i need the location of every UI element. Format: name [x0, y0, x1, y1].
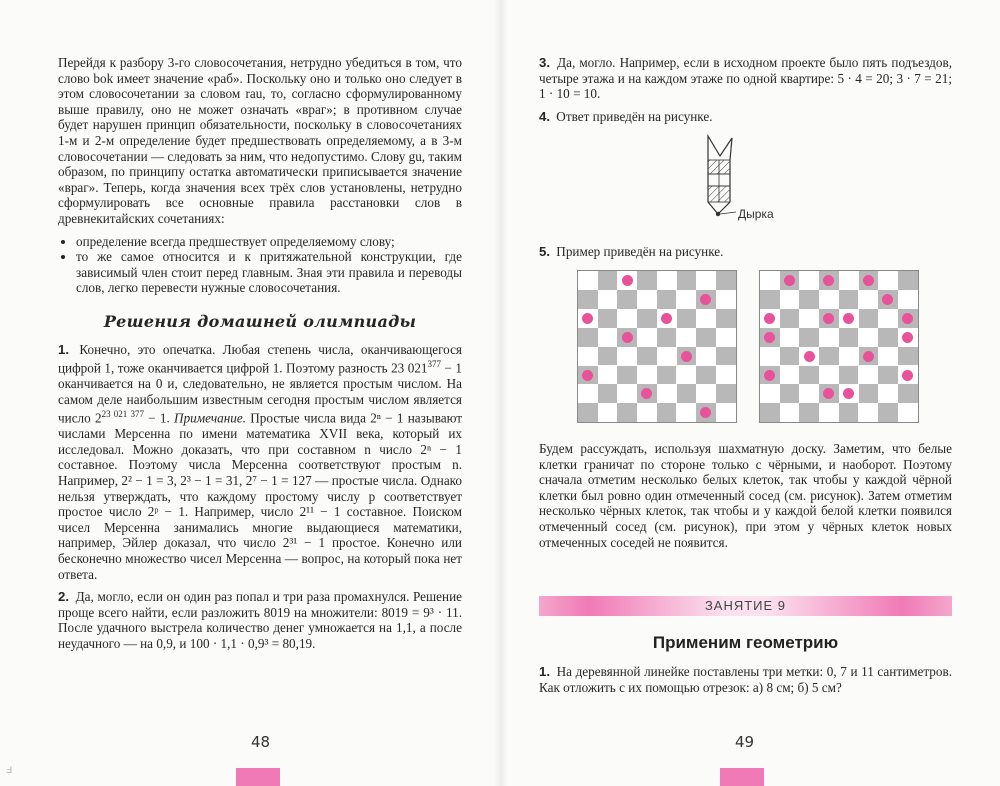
- intro-paragraph: Перейдя к разбору 3-го словосочетания, нетрудно убедиться в том, что слово bok имеет значение «раб». Поскольку оно и только оно следует в этом словосочетании за словом rau, то, согласно сформулированному выше правилу, оно не может означать «враг»; в противном случае будет нарушен принцип обязательности, поскольку в словосочетаниях 1-м и 2-м определение будет предшествовать определяемому, а в 3-м словосочетании — следовать за ним, что недопустимо. Слову gu, таким образом, по принципу остатка автоматически приписывается значение «враг». Теперь, когда значения всех трёх слов установлены, нетрудно сформулировать все основные правила расстановки слов в древнекитайских сочетаниях:: [58, 55, 462, 226]
- board-left-cell: [578, 403, 598, 422]
- board-left-cell: [637, 384, 657, 403]
- marked-cell-dot: [700, 294, 711, 305]
- board-right-cell: [780, 366, 800, 385]
- board-right-cell: [760, 290, 780, 309]
- board-left-cell: [716, 366, 736, 385]
- board-right-cell: [839, 309, 859, 328]
- board-right-cell: [859, 309, 879, 328]
- solution-5-number: 5.: [539, 244, 550, 259]
- board-left-cell: [598, 290, 618, 309]
- marked-cell-dot: [882, 294, 893, 305]
- solution-3: [539, 55, 952, 102]
- board-left-cell: [716, 309, 736, 328]
- board-right-cell: [898, 290, 918, 309]
- solution-4: [539, 109, 952, 125]
- marked-cell-dot: [582, 313, 593, 324]
- board-left-cell: [598, 403, 618, 422]
- board-left-cell: [617, 290, 637, 309]
- marked-cell-dot: [764, 370, 775, 381]
- board-left-cell: [637, 328, 657, 347]
- board-left-cell: [696, 328, 716, 347]
- board-right-cell: [819, 403, 839, 422]
- board-right-cell: [859, 403, 879, 422]
- marked-cell-dot: [823, 313, 834, 324]
- board-right-cell: [859, 290, 879, 309]
- board-right-cell: [898, 328, 918, 347]
- marked-cell-dot: [843, 388, 854, 399]
- right-page-solution-5: [539, 244, 952, 267]
- page-gutter: [494, 0, 508, 786]
- board-right-cell: [859, 384, 879, 403]
- board-right-cell: [780, 271, 800, 290]
- board-right-cell: [859, 328, 879, 347]
- board-right-cell: [878, 271, 898, 290]
- solution-1-text-a: Конечно, это опечатка. Любая степень числа, оканчивающегося цифрой 1, тоже оканчивается цифрой 1. Поэтому разность 23 021: [58, 341, 463, 376]
- solution-5-text: Пример приведён на рисунке.: [556, 244, 724, 259]
- board-left-cell: [677, 328, 697, 347]
- board-left-cell: [716, 403, 736, 422]
- board-right-cell: [799, 290, 819, 309]
- board-left-cell: [578, 384, 598, 403]
- board-left-cell: [637, 271, 657, 290]
- lesson-title: Применим геометрию: [652, 633, 839, 652]
- board-right-cell: [878, 347, 898, 366]
- board-left-cell: [578, 271, 598, 290]
- board-left-cell: [677, 384, 697, 403]
- board-left-cell: [657, 366, 677, 385]
- marked-cell-dot: [641, 388, 652, 399]
- solution-2-text: Да, могло, если он один раз попал и три раза промахнулся. Решение проще всего найти, если разложить 8019 на множители: 8019 = 9³ · 11. После удачного выстрела количество денег умножается на 1,1, а после неудачного — на 0,9, и 100 · 1,1 · 0,9³ = 80,19.: [58, 589, 462, 651]
- solution-1-exponent-b: 23 021 377: [101, 409, 144, 420]
- board-right-cell: [859, 347, 879, 366]
- page-number-left: 48: [251, 733, 271, 751]
- board-right-cell: [780, 403, 800, 422]
- board-right-cell: [839, 384, 859, 403]
- board-right-cell: [878, 403, 898, 422]
- board-right-cell: [819, 347, 839, 366]
- board-right-cell: [780, 309, 800, 328]
- marked-cell-dot: [700, 407, 711, 418]
- board-left-cell: [657, 403, 677, 422]
- rule-item-1: • определение всегда предшествует определяемому слову;: [76, 234, 462, 250]
- board-right-cell: [839, 271, 859, 290]
- chessboard-right: [759, 270, 919, 423]
- board-left-cell: [617, 347, 637, 366]
- board-right-cell: [780, 290, 800, 309]
- board-left-cell: [598, 347, 618, 366]
- marked-cell-dot: [902, 370, 913, 381]
- board-left-cell: [617, 403, 637, 422]
- board-left-cell: [677, 290, 697, 309]
- board-left-cell: [657, 271, 677, 290]
- board-right-cell: [799, 309, 819, 328]
- board-left-cell: [696, 384, 716, 403]
- board-right-cell: [898, 271, 918, 290]
- marked-cell-dot: [863, 351, 874, 362]
- solution-3-number: 3.: [539, 55, 550, 70]
- board-left-cell: [598, 384, 618, 403]
- hole-label: Дырка: [738, 207, 774, 221]
- board-left-cell: [657, 347, 677, 366]
- board-left-cell: [637, 403, 657, 422]
- board-right-cell: [760, 366, 780, 385]
- board-right-cell: [760, 384, 780, 403]
- page-tab-left: [236, 768, 280, 786]
- marked-cell-dot: [661, 313, 672, 324]
- board-right-cell: [819, 328, 839, 347]
- board-right-cell: [819, 290, 839, 309]
- marked-cell-dot: [804, 351, 815, 362]
- section-title: Решения домашней олимпиады: [103, 311, 417, 331]
- board-right-cell: [780, 328, 800, 347]
- board-right-cell: [819, 309, 839, 328]
- board-left-cell: [696, 290, 716, 309]
- solution-1-exponent-a: 377: [427, 359, 442, 370]
- board-left-cell: [677, 347, 697, 366]
- board-left-cell: [716, 347, 736, 366]
- board-right-cell: [878, 309, 898, 328]
- solution-1-number: 1.: [58, 341, 69, 357]
- marked-cell-dot: [582, 370, 593, 381]
- board-right-cell: [760, 347, 780, 366]
- reasoning-text: Будем рассуждать, используя шахматную доску. Заметим, что белые клетки граничат по стороне только с чёрными, и наоборот. Поэтому сначала отметим несколько белых клеток, так чтобы у каждой чёрной клетки был ровно один отмеченный сосед (см. рисунок). Затем отметим несколько чёрных клеток, так чтобы и у каждой белой клетки появился отмеченный сосед (см. рисунок), при этом у чёрных клеток новых отмеченных соседей не появится.: [539, 441, 952, 550]
- board-left-cell: [617, 271, 637, 290]
- solution-4-text: Ответ приведён на рисунке.: [556, 108, 713, 124]
- board-left-cell: [677, 309, 697, 328]
- solution-1: [58, 342, 462, 583]
- hole-figure: [690, 130, 810, 225]
- board-left-cell: [677, 271, 697, 290]
- board-right-cell: [760, 309, 780, 328]
- board-left-cell: [657, 328, 677, 347]
- board-left-cell: [716, 328, 736, 347]
- board-right-cell: [760, 271, 780, 290]
- board-left-cell: [617, 328, 637, 347]
- rules-list: [58, 234, 462, 296]
- board-left-cell: [578, 309, 598, 328]
- board-left-cell: [677, 403, 697, 422]
- board-left-cell: [696, 366, 716, 385]
- left-page-text: [58, 55, 462, 659]
- board-left-cell: [578, 347, 598, 366]
- board-left-cell: [716, 271, 736, 290]
- board-left-cell: [598, 366, 618, 385]
- board-right-cell: [819, 271, 839, 290]
- board-left-cell: [637, 309, 657, 328]
- board-left-cell: [716, 384, 736, 403]
- board-right-cell: [878, 366, 898, 385]
- board-left-cell: [677, 366, 697, 385]
- marked-cell-dot: [823, 388, 834, 399]
- board-right-cell: [780, 347, 800, 366]
- board-right-cell: [898, 309, 918, 328]
- task-1-block: [539, 664, 952, 702]
- solution-4-number: 4.: [539, 108, 550, 124]
- marked-cell-dot: [764, 332, 775, 343]
- board-left-cell: [696, 403, 716, 422]
- board-right-cell: [819, 384, 839, 403]
- board-right-cell: [898, 366, 918, 385]
- rule-item-2: • то же самое относится и к притяжательной конструкции, где зависимый член стоит перед главным. Зная эти правила и переводы слов, легко перевести нужные словосочетания.: [76, 249, 462, 296]
- board-right-cell: [898, 384, 918, 403]
- board-left-cell: [657, 290, 677, 309]
- board-left-cell: [578, 290, 598, 309]
- solution-2-number: 2.: [58, 589, 69, 605]
- marked-cell-dot: [764, 313, 775, 324]
- board-left-cell: [696, 309, 716, 328]
- page-tab-right: [720, 768, 764, 786]
- board-right-cell: [799, 271, 819, 290]
- board-right-cell: [819, 366, 839, 385]
- board-right-cell: [799, 384, 819, 403]
- task-1-text: На деревянной линейке поставлены три метки: 0, 7 и 11 сантиметров. Как отложить с их помощью отрезок: а) 8 см; б) 5 см?: [539, 664, 952, 695]
- board-right-cell: [799, 347, 819, 366]
- reasoning-block: [539, 441, 952, 557]
- board-right-cell: [839, 403, 859, 422]
- solution-2: [58, 589, 462, 651]
- board-right-cell: [760, 328, 780, 347]
- board-right-cell: [839, 347, 859, 366]
- hole-marker: [716, 212, 720, 216]
- board-left-cell: [578, 328, 598, 347]
- board-left-cell: [657, 309, 677, 328]
- note-text: Простые числа вида 2ⁿ − 1 называют числами Мерсенна по имени математика XVII века, который их исследовал. Можно доказать, что при составном n число 2ⁿ − 1 составное. Поэтому числа Мерсенна соответствуют простым n. Например, 2² − 1 = 3, 2³ − 1 = 31, 2⁷ − 1 = 127 — простые числа. Однако нельзя утверждать, что каждому простому числу p соответствует простое число 2ᵖ − 1. Например, число 2¹¹ − 1 составное. Поиском чисел Мерсенна занимались многие выдающиеся математики, например, Эйлер доказал, что число 2³¹ − 1 простое. Конечно или бесконечно множество чисел Мерсенна — вопрос, на который пока нет ответа.: [58, 410, 463, 582]
- board-right-cell: [799, 403, 819, 422]
- board-right-cell: [878, 384, 898, 403]
- task-1: [539, 664, 952, 695]
- board-right-cell: [760, 403, 780, 422]
- marked-cell-dot: [902, 313, 913, 324]
- marked-cell-dot: [622, 275, 633, 286]
- lesson-label: ЗАНЯТИЕ 9: [704, 598, 787, 613]
- hole-leader-line: [720, 212, 736, 214]
- board-left-cell: [696, 347, 716, 366]
- board-right-cell: [780, 384, 800, 403]
- board-right-cell: [898, 403, 918, 422]
- board-left-cell: [696, 271, 716, 290]
- board-left-cell: [598, 328, 618, 347]
- board-right-cell: [878, 328, 898, 347]
- solution-3-text: Да, могло. Например, если в исходном проекте было пять подъездов, четыре этажа и на каждом этаже по одной квартире: 5 · 4 = 20; 3 · 7 = 21; 1 · 10 = 10.: [539, 55, 952, 102]
- page-number-right: 49: [735, 733, 755, 751]
- solution-5: [539, 244, 952, 260]
- board-right-cell: [799, 366, 819, 385]
- board-right-cell: [859, 366, 879, 385]
- right-page-top-text: [539, 55, 952, 131]
- marked-cell-dot: [902, 332, 913, 343]
- board-left-cell: [617, 384, 637, 403]
- marked-cell-dot: [784, 275, 795, 286]
- board-right-cell: [898, 347, 918, 366]
- board-right-cell: [839, 290, 859, 309]
- board-left-cell: [637, 347, 657, 366]
- solution-1-text-c: − 1.: [143, 410, 170, 426]
- board-left-cell: [578, 366, 598, 385]
- board-left-cell: [637, 290, 657, 309]
- board-right-cell: [878, 290, 898, 309]
- board-left-cell: [657, 384, 677, 403]
- corner-glyph: ⅎ: [6, 762, 13, 776]
- marked-cell-dot: [843, 313, 854, 324]
- chessboard-left: [577, 270, 737, 423]
- marked-cell-dot: [823, 275, 834, 286]
- board-right-cell: [839, 366, 859, 385]
- board-right-cell: [799, 328, 819, 347]
- board-left-cell: [617, 309, 637, 328]
- task-1-number: 1.: [539, 664, 550, 679]
- board-right-cell: [859, 271, 879, 290]
- board-left-cell: [598, 271, 618, 290]
- marked-cell-dot: [622, 332, 633, 343]
- marked-cell-dot: [681, 351, 692, 362]
- board-left-cell: [598, 309, 618, 328]
- solution-1-text-b: − 1 оканчивается на 0 и, следовательно, не является простым числом. На самом деле наибольшим известным сегодня простым числом является число 2: [58, 360, 462, 426]
- board-left-cell: [716, 290, 736, 309]
- board-left-cell: [637, 366, 657, 385]
- marked-cell-dot: [863, 275, 874, 286]
- board-right-cell: [839, 328, 859, 347]
- note-label: Примечание.: [174, 410, 247, 426]
- board-left-cell: [617, 366, 637, 385]
